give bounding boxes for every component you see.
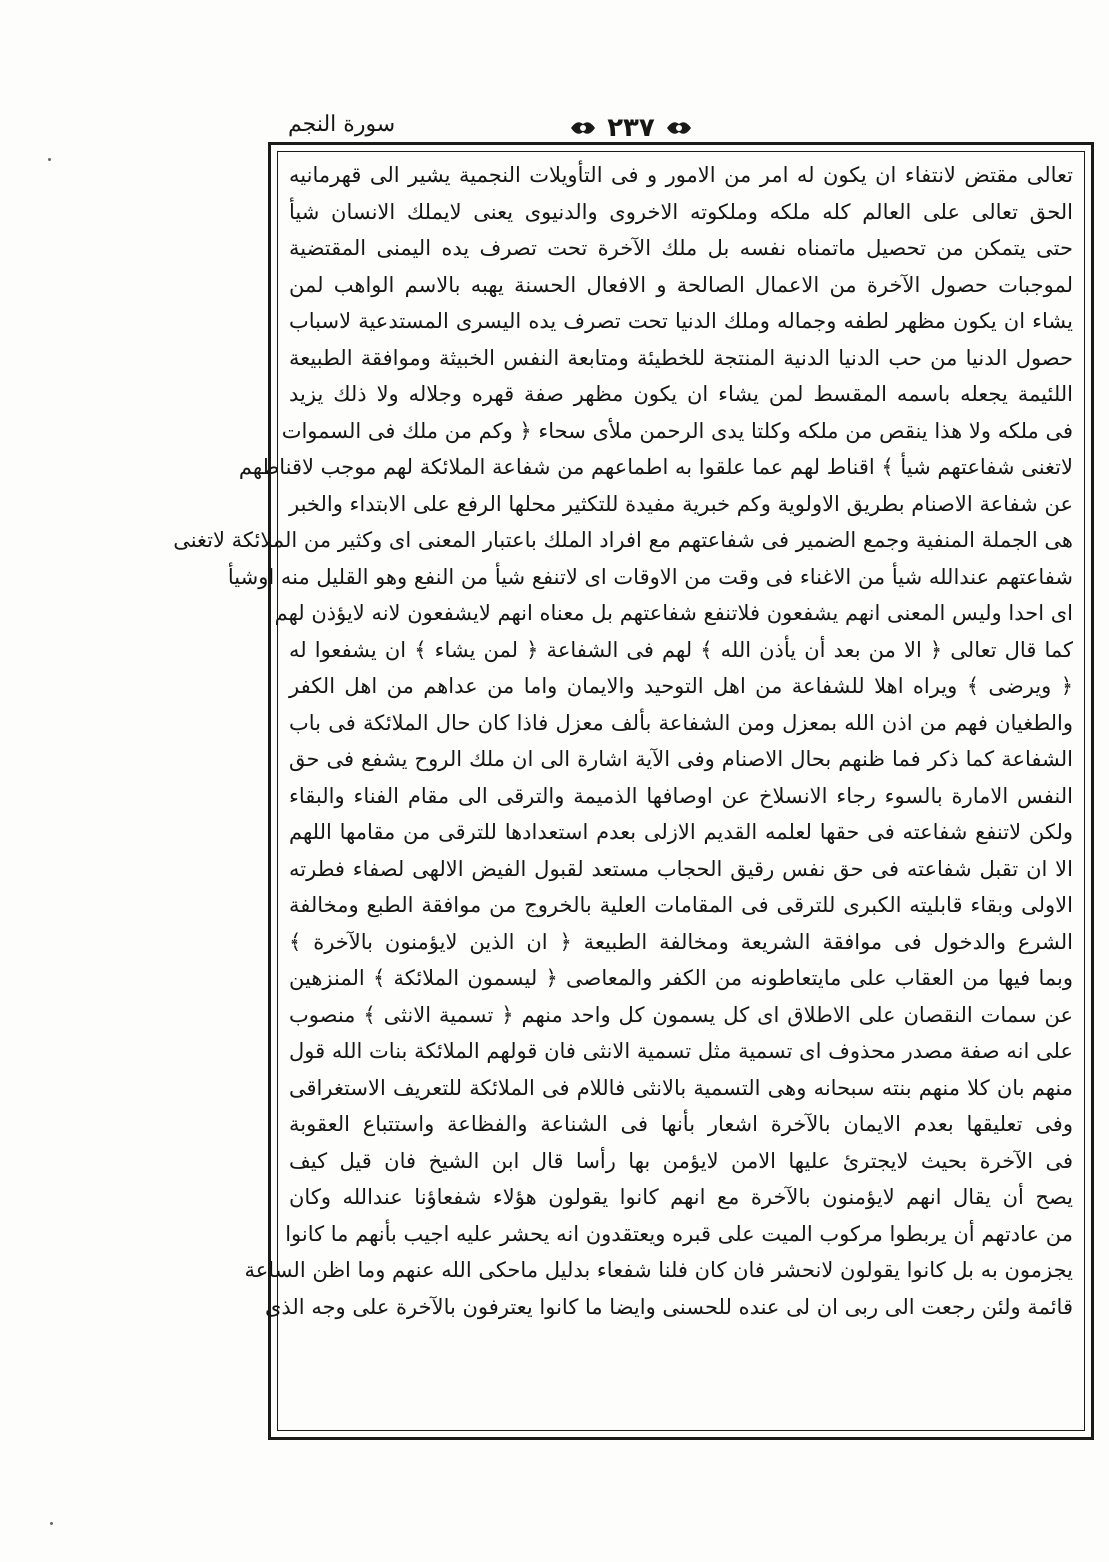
text-line: قائمة ولئن رجعت الى ربى ان لى عنده للحسنى وايضا ما كانوا يعترفون بالآخرة على وجه الذى bbox=[264, 1294, 1073, 1319]
text-line: وفى تعليقها بعدم الايمان بالآخرة اشعار بأنها فى الشناعة والفظاعة واستتباع العقوبة bbox=[289, 1112, 1073, 1136]
text-line: وبما فيها من العقاب على مايتعاطونه من الكفر والمعاصى ﴿ ليسمون الملائكة ﴾ المنزهين bbox=[289, 966, 1073, 990]
page-number: ٢٣٧ bbox=[607, 113, 655, 143]
text-line: اى احدا وليس المعنى انهم يشفعون فلاتنفع شفاعتهم بل معناه انهم لايشفعون لانه لايؤذن لهم bbox=[274, 601, 1073, 625]
text-line: هى الجملة المنفية وجمع الضمير فى شفاعتهم مع افراد الملك باعتبار المعنى اى وكثير من الملائكة لاتغنى bbox=[173, 528, 1073, 552]
left-ornament-icon bbox=[569, 118, 597, 138]
text-line: عن سمات النقصان على الاطلاق اى كل يسمون كل واحد منهم ﴿ تسمية الانثى ﴾ منصوب bbox=[289, 1002, 1073, 1027]
text-line: شفاعتهم عندالله شيأ من الاغناء فى وقت من الاوقات اى لاتنفع شيأ من النفع وهو القليل منه اوشيأ bbox=[227, 564, 1073, 589]
text-line: ولكن لاتنفع شفاعته فى حقها لعلمه القديم الازلى بعدم استعدادها للترقى من مقامها اللهم bbox=[289, 820, 1073, 844]
text-line: لاتغنى شفاعتهم شيأ ﴾ اقناط لهم عما علقوا به اطماعهم من شفاعة الملائكة لهم موجب لاقناطهم bbox=[238, 455, 1073, 479]
text-line: اللئيمة يجعله باسمه المقسط لمن يشاء ان يكون مظهر صفة قهره وجلاله ولا ذلك يزيد bbox=[289, 382, 1073, 406]
text-line: يصح أن يقال انهم لايؤمنون بالآخرة مع انهم كانوا يقولون هؤلاء شفعاؤنا عندالله وكان bbox=[289, 1185, 1073, 1209]
text-line: والطغيان فهم من اذن الله بمعزل ومن الشفاعة بألف معزل فاذا كان حال الملائكة فى باب bbox=[289, 710, 1073, 735]
text-line: الشرع والدخول فى موافقة الشريعة ومخالفة الطبيعة ﴿ ان الذين لايؤمنون بالآخرة ﴾ bbox=[289, 929, 1073, 954]
text-line: الا ان تقبل شفاعته فى حق نفس رقيق الحجاب مستعد لقبول الفيض الالهى لصفاء فطرته bbox=[289, 856, 1073, 881]
scan-speck bbox=[50, 1522, 53, 1525]
text-line: من عادتهم أن يربطوا مركوب الميت على قبره ويعتقدون انه يحشر عليه اجيب بأنهم ما كانوا bbox=[285, 1221, 1073, 1246]
right-ornament-icon bbox=[665, 118, 693, 138]
scan-speck bbox=[48, 158, 51, 161]
text-line: لموجبات حصول الآخرة من الاعمال الصالحة و الافعال الحسنة يهبه بالاسم الواهب لمن bbox=[289, 272, 1073, 297]
text-line: منهم بان كلا منهم بنته سبحانه وهى التسمية بالانثى فاللام فى الملائكة للتعريف الاستغراقى bbox=[289, 1075, 1073, 1100]
text-line: كما قال تعالى ﴿ الا من بعد أن يأذن الله ﴾ لهم فى الشفاعة ﴿ لمن يشاء ﴾ ان يشفعوا له bbox=[289, 637, 1073, 662]
text-line: يجزمون به بل كانوا يقولون لانحشر فان كان فلنا شفعاء بدليل ماحكى الله عنهم وما اظن الساعة bbox=[244, 1258, 1073, 1282]
text-line: على انه صفة مصدر محذوف اى تسمية مثل تسمية الانثى فان قولهم الملائكة بنات الله قول bbox=[289, 1039, 1073, 1063]
body-text bbox=[173, 157, 1073, 1425]
text-line: النفس الامارة بالسوء رجاء الانسلاخ عن اوصافها الذميمة والترقى الى مقام الفناء والبقاء bbox=[289, 783, 1073, 808]
text-line: يشاء ان يكون مظهر لطفه وجماله وملك الدنيا تحت تصرف يده اليسرى المستدعية لاسباب bbox=[289, 309, 1073, 333]
text-line: الاولى وبقاء قابليته الكبرى للترقى فى المقامات العلية بالخروج من موافقة الطبع ومخالفة bbox=[289, 893, 1073, 917]
text-line: الشفاعة كما ذكر فما ظنهم بحال الاصنام وفى الآية اشارة الى ان ملك الروح يشفع فى حق bbox=[289, 747, 1073, 771]
text-frame bbox=[173, 142, 1094, 1440]
text-line: عن شفاعة الاصنام بطريق الاولوية وكم خبرية مفيدة للتكثير محلها الرفع على الابتداء والخبر bbox=[289, 491, 1073, 516]
text-line: حتى يتمكن من تحصيل ماتمناه نفسه بل ملك الآخرة تحت تصرف يده اليمنى المقتضية bbox=[289, 236, 1073, 260]
text-line: فى ملكه ولا هذا ينقص من ملكه وكلتا يدى الرحمن ملأى سحاء ﴿ وكم من ملك فى السموات bbox=[281, 418, 1073, 443]
text-line: فى الآخرة بحيث لايجترئ عليها الامن لايؤمن بها رأسا قال ابن الشيخ فان قيل كيف bbox=[289, 1148, 1073, 1173]
surah-title: سورة النجم bbox=[288, 112, 396, 137]
text-line: الحق تعالى على العالم كله ملكه وملكوته الاخروى والدنيوى يعنى لايملك الانسان شيأ bbox=[289, 199, 1073, 224]
text-line: ﴿ ويرضى ﴾ ويراه اهلا للشفاعة من اهل التوحيد والايمان واما من عداهم من اهل الكفر bbox=[289, 674, 1073, 698]
text-line: حصول الدنيا من حب الدنيا الدنية المنتجة للخطيئة ومتابعة النفس الخبيثة وموافقة الطبيعة bbox=[289, 345, 1073, 370]
text-line: تعالى مقتض لانتفاء ان يكون له امر من الامور و فى التأويلات النجمية يشير الى قهرمانيه bbox=[289, 163, 1073, 187]
